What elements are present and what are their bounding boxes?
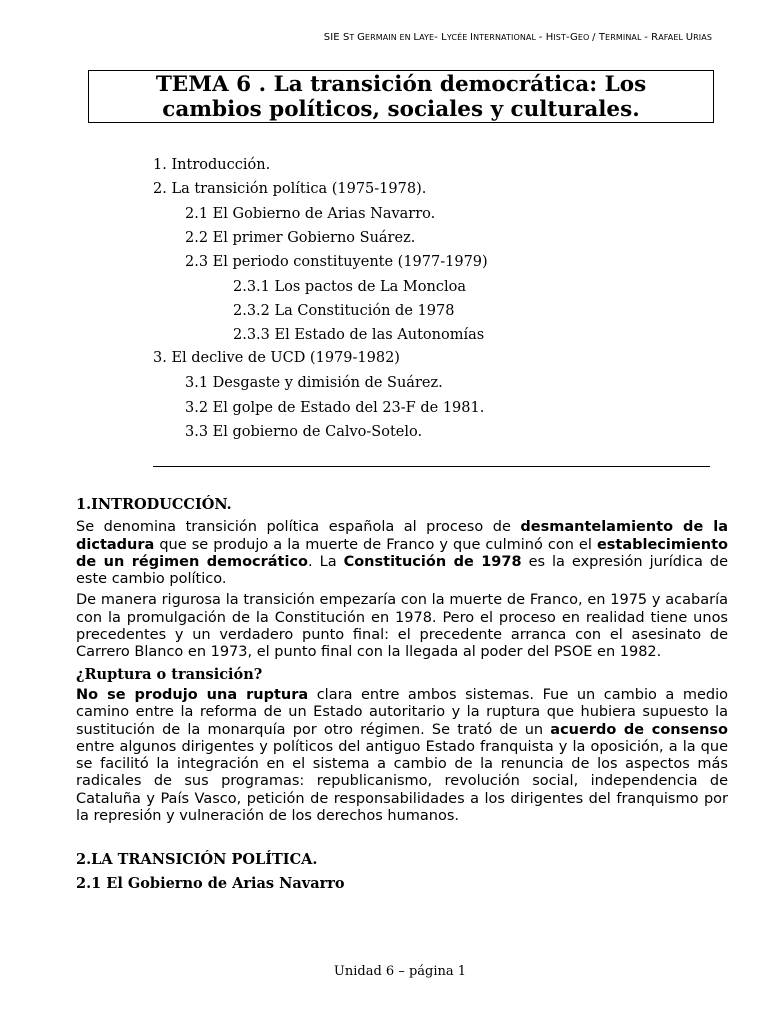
subsection-heading: 2.1 El Gobierno de Arias Navarro <box>76 874 345 892</box>
paragraph: Se denomina transición política española al proceso de desmantelamiento de la dictadura que se produjo a la muerte de Franco y que culminó con el establecimiento de un régimen democrático. La Constitución de 1978 es la expresión jurídica de este cambio político. <box>76 519 728 588</box>
toc-item: 3.3 El gobierno de Calvo-Sotelo. <box>185 424 423 440</box>
toc-item: 3. El declive de UCD (1979-1982) <box>153 350 400 366</box>
document-body <box>76 496 728 896</box>
toc-item: 3.2 El golpe de Estado del 23-F de 1981. <box>185 400 485 416</box>
title-line-2: cambios políticos, sociales y culturales. <box>162 96 640 122</box>
toc-item: 2. La transición política (1975-1978). <box>153 181 427 197</box>
toc-item: 2.1 El Gobierno de Arias Navarro. <box>185 206 436 222</box>
toc-item: 3.1 Desgaste y dimisión de Suárez. <box>185 375 443 391</box>
subsection-heading: ¿Ruptura o transición? <box>76 665 263 683</box>
toc-item: 1. Introducción. <box>153 157 271 173</box>
toc-item: 2.2 El primer Gobierno Suárez. <box>185 230 416 246</box>
paragraph: De manera rigurosa la transición empezaría con la muerte de Franco, en 1975 y acabaría con la promulgación de la Constitución en 1978. Pero el proceso en realidad tiene unos precedentes y un verdadero punto final: el precedente arranca con el asesinato de Carrero Blanco en 1973, el punto final con la llegada al poder del PSOE en 1982. <box>76 592 728 661</box>
paragraph: No se produjo una ruptura clara entre ambos sistemas. Fue un cambio a medio camino entre la reforma de un Estado autoritario y la ruptura que hubiera supuesto la sustitución de la monarquía por otro régimen. Se trató de un acuerdo de consenso entre algunos dirigentes y políticos del antiguo Estado franquista y la oposición, a la que se facilitó la integración en el sistema a cambio de la renuncia de los aspectos más radicales de sus programas: republicanismo, revolución social, independencia de Cataluña y País Vasco, petición de responsabilidades a los dirigentes del franquismo por la represión y vulneración de los derechos humanos. <box>76 686 728 825</box>
page-footer: Unidad 6 – página 1 <box>333 964 467 979</box>
toc-item: 2.3.1 Los pactos de La Moncloa <box>233 279 466 295</box>
toc-item: 2.3 El periodo constituyente (1977-1979) <box>185 254 488 270</box>
page-header: SIE ST GERMAIN EN LAYE- LYCÉE INTERNATIONAL - HIST-GEO / TERMINAL - RAFAEL URIAS <box>323 32 712 43</box>
title-line-1: TEMA 6 . La transición democrática: Los <box>155 71 647 97</box>
document-title-box <box>88 70 714 123</box>
section-heading: 2.LA TRANSICIÓN POLÍTICA. <box>76 851 318 869</box>
toc-item: 2.3.2 La Constitución de 1978 <box>233 303 455 319</box>
toc-item: 2.3.3 El Estado de las Autonomías <box>233 327 485 343</box>
divider <box>153 466 710 467</box>
section-heading: 1.INTRODUCCIÓN. <box>76 496 232 513</box>
